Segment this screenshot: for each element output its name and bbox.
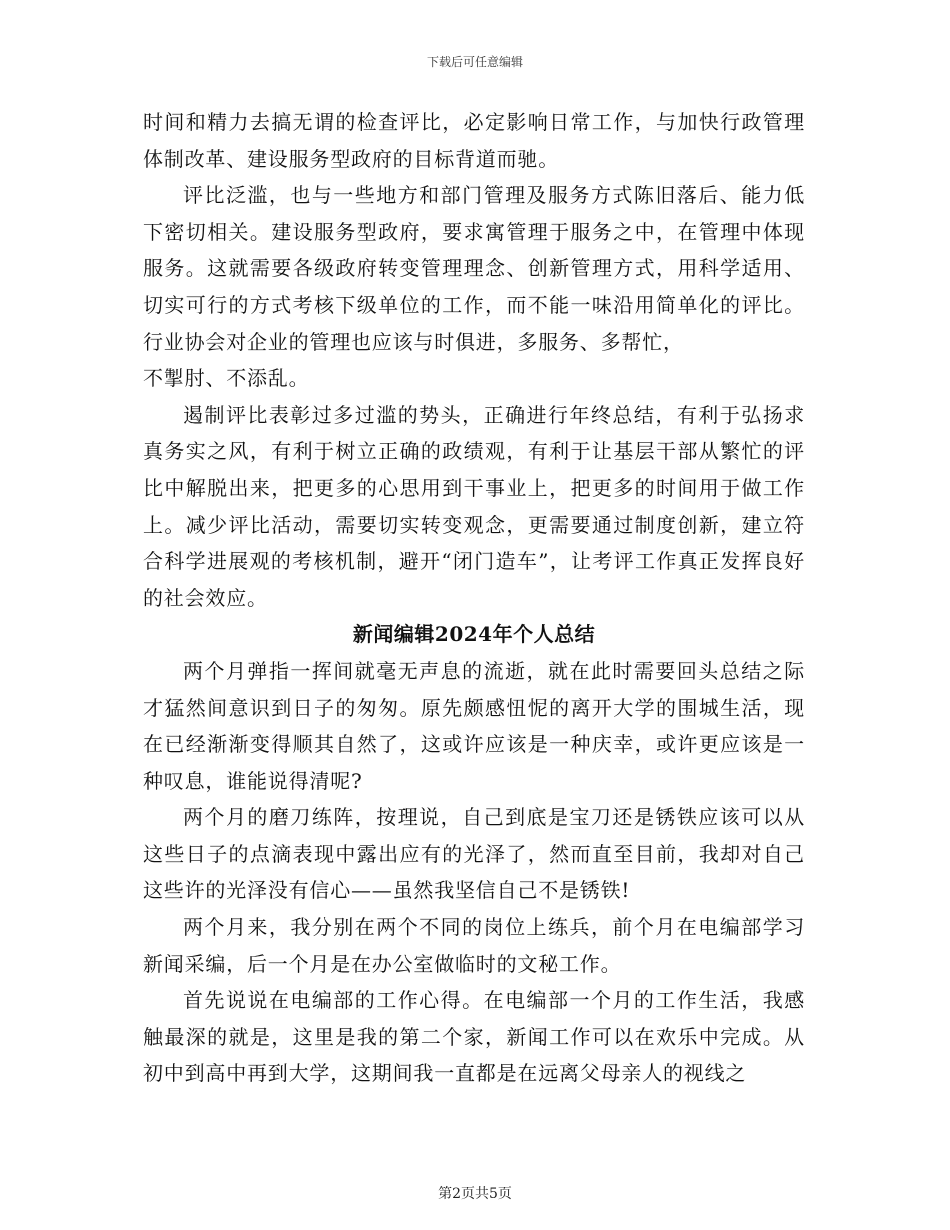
paragraph-6: 两个月来，我分别在两个不同的岗位上练兵，前个月在电编部学习新闻采编，后一个月是在办公室做临时的文秘工作。	[143, 915, 805, 976]
section-title: 新闻编辑2024年个人总结	[352, 622, 596, 647]
paragraph-2: 评比泛滥，也与一些地方和部门管理及服务方式陈旧落后、能力低下密切相关。建设服务型政府，要求寓管理于服务之中，在管理中体现服务。这就需要各级政府转变管理理念、创新管理方式，用科学适用、切实可行的方式考核下级单位的工作，而不能一味沿用简单化的评比。行业协会对企业的管理也应该与时俱进，多服务、多帮忙， 不掣肘、不添乱。	[143, 183, 805, 391]
paragraph-7: 首先说说在电编部的工作心得。在电编部一个月的工作生活，我感触最深的就是，这里是我的第二个家，新闻工作可以在欢乐中完成。从初中到高中再到大学，这期间我一直都是在远离父母亲人的视线之	[143, 988, 805, 1086]
paragraph-4: 两个月弹指一挥间就毫无声息的流逝，就在此时需要回头总结之际才猛然间意识到日子的匆匆。原先颇感忸怩的离开大学的围城生活，现在已经渐渐变得顺其自然了，这或许应该是一种庆幸，或许更应该是一种叹息，谁能说得清呢?	[143, 658, 805, 793]
paragraph-3: 遏制评比表彰过多过滥的势头，正确进行年终总结，有利于弘扬求真务实之风，有利于树立正确的政绩观，有利于让基层干部从繁忙的评比中解脱出来，把更多的心思用到干事业上，把更多的时间用于做工作上。减少评比活动，需要切实转变观念，更需要通过制度创新，建立符合科学进展观的考核机制，避开“闭门造车”，让考评工作真正发挥良好的社会效应。	[143, 402, 805, 610]
paragraph-5: 两个月的磨刀练阵，按理说，自己到底是宝刀还是锈铁应该可以从这些日子的点滴表现中露出应有的光泽了，然而直至目前，我却对自己这些许的光泽没有信心——虽然我坚信自己不是锈铁!	[143, 805, 805, 903]
document-body	[143, 104, 805, 1092]
paragraph-1: 时间和精力去搞无谓的检查评比，必定影响日常工作，与加快行政管理体制改革、建设服务型政府的目标背道而驰。	[143, 110, 805, 171]
page-header: 下载后可任意编辑	[426, 55, 523, 69]
page-number: 第2页共5页	[438, 1186, 512, 1202]
